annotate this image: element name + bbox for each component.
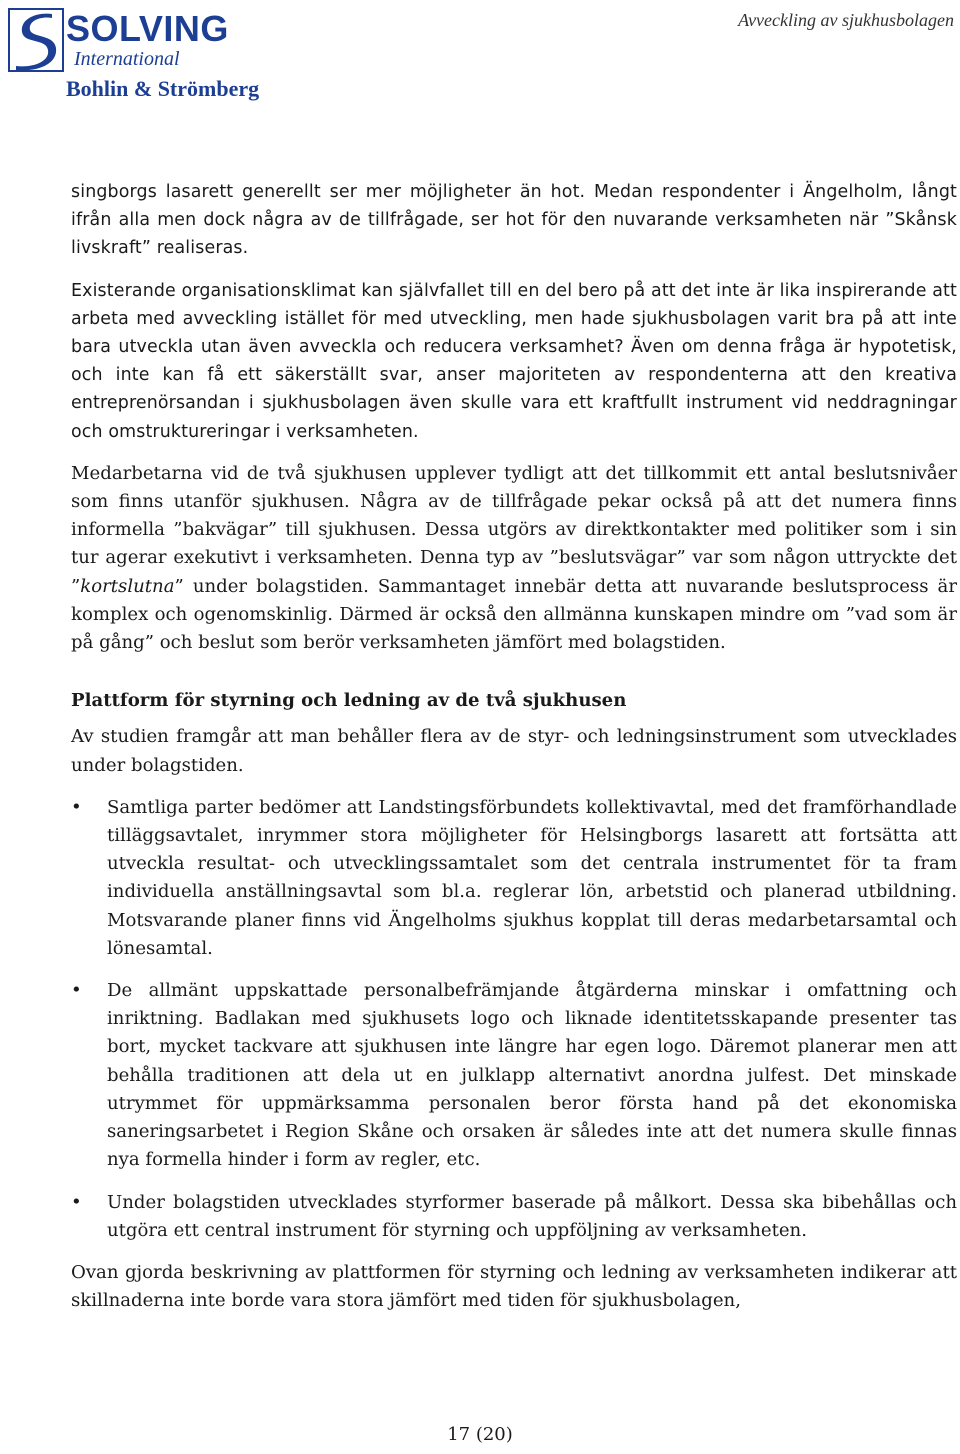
list-item	[71, 977, 957, 1174]
paragraph-3-part-2: ” under bolagstiden. Sammantaget innebär detta att nuvarande beslutsprocess är komplex och ogenomskinlig. Därmed är också den allmänna kunskapen mindre om ”vad som är på gång” och beslut som berör verksamheten jämfört med bolagstiden.	[71, 575, 957, 654]
bullet-list	[71, 794, 957, 1245]
paragraph-2: Existerande organisationsklimat kan självfallet till en del bero på att det inte är lika inspirerande att arbeta med avveckling istället för med utveckling, men hade sjukhusbolagen varit bra på att inte bara utveckla utan även avveckla och reducera verksamhet? Även om denna fråga är hypotetisk, och inte kan få ett säkerställt svar, anser majoriteten av respondenterna att den kreativa entreprenörsandan i sjukhusbolagen även skulle vara ett kraftfullt instrument vid neddragningar och omstruktureringar i verksamheten.	[71, 280, 957, 442]
list-item-text: De allmänt uppskattade personalbefrämjande åtgärderna minskar i omfattning och inriktning. Badlakan med sjukhusets logo och liknade identitetsskapande presenter tas bort, mycket tackvare att sjukhusen inte längre har egen logo. Däremot planerar men att behålla traditionen att dela ut en julklapp alternativt anordna julfest. Det minskade utrymmet för uppmärksamma personalen beror första hand på det ekonomiska saneringsarbetet i Region Skåne och orsaken är således inte att det numera skulle finnas nya formella hinder i form av regler, etc.	[107, 980, 957, 1171]
company-logo	[8, 8, 268, 104]
paragraph-5: Ovan gjorda beskrivning av plattformen för styrning och ledning av verksamheten indikerar att skillnaderna inte borde vara stora jämfört med tiden för sjukhusbolagen,	[71, 1261, 957, 1312]
bullet-icon: •	[71, 980, 82, 1002]
page-number: 17 (20)	[447, 1424, 513, 1445]
document-body	[71, 178, 957, 1329]
running-header-title: Avveckling av sjukhusbolagen	[738, 10, 954, 30]
paragraph-1: singborgs lasarett generellt ser mer möjligheter än hot. Medan respondenter i Ängelholm, långt ifrån alla men dock några av de tillfrågade, ser hot för den nuvarande verksamheten när ”Skånsk livskraft” realiseras.	[71, 182, 957, 259]
list-item	[71, 1189, 957, 1245]
paragraph-3	[71, 460, 957, 657]
logo-tagline: International	[74, 48, 180, 70]
solving-s-logo-icon	[8, 8, 64, 72]
logo-subline: Bohlin & Strömberg	[66, 76, 260, 101]
paragraph-4: Av studien framgår att man behåller flera av de styr- och ledningsinstrument som utvecklades under bolagstiden.	[71, 726, 957, 776]
section-heading: Plattform för styrning och ledning av de två sjukhusen	[71, 690, 627, 712]
list-item-text: Samtliga parter bedömer att Landstingsförbundets kollektivavtal, med det framförhandlade tilläggsavtalet, inrymmer stora möjligheter för Helsingborgs lasarett att fortsätta att utveckla resultat- och utvecklingssamtalet som det centrala instrumentet för ta fram individuella anställningsavtal som bl.a. reglerar lön, arbetstid och planerad utbildning. Motsvarande planer finns vid Ängelholms sjukhus kopplat till deras medarbetarsamtal och lönesamtal.	[107, 796, 957, 959]
list-item-text: Under bolagstiden utvecklades styrformer baserade på målkort. Dessa ska bibehållas och utgöra ett central instrument för styrning och uppföljning av verksamheten.	[107, 1191, 957, 1241]
logo-brand-text: SOLVING	[66, 8, 229, 49]
bullet-icon: •	[71, 1191, 82, 1213]
bullet-icon: •	[71, 796, 82, 818]
list-item	[71, 794, 957, 963]
paragraph-3-part-1: Medarbetarna vid de två sjukhusen upplever tydligt att det tillkommit ett antal beslutsnivåer som finns utanför sjukhusen. Några av de tillfrågade pekar också på att det numera finns informella ”bakvägar” till sjukhusen. Dessa utgörs av direktkontakter med politiker som i sin tur agerar exekutivt i verksamheten. Denna typ av ”beslutsvägar” var som någon uttryckte det ”	[71, 462, 957, 597]
paragraph-3-italic: kortslutna	[80, 575, 175, 597]
